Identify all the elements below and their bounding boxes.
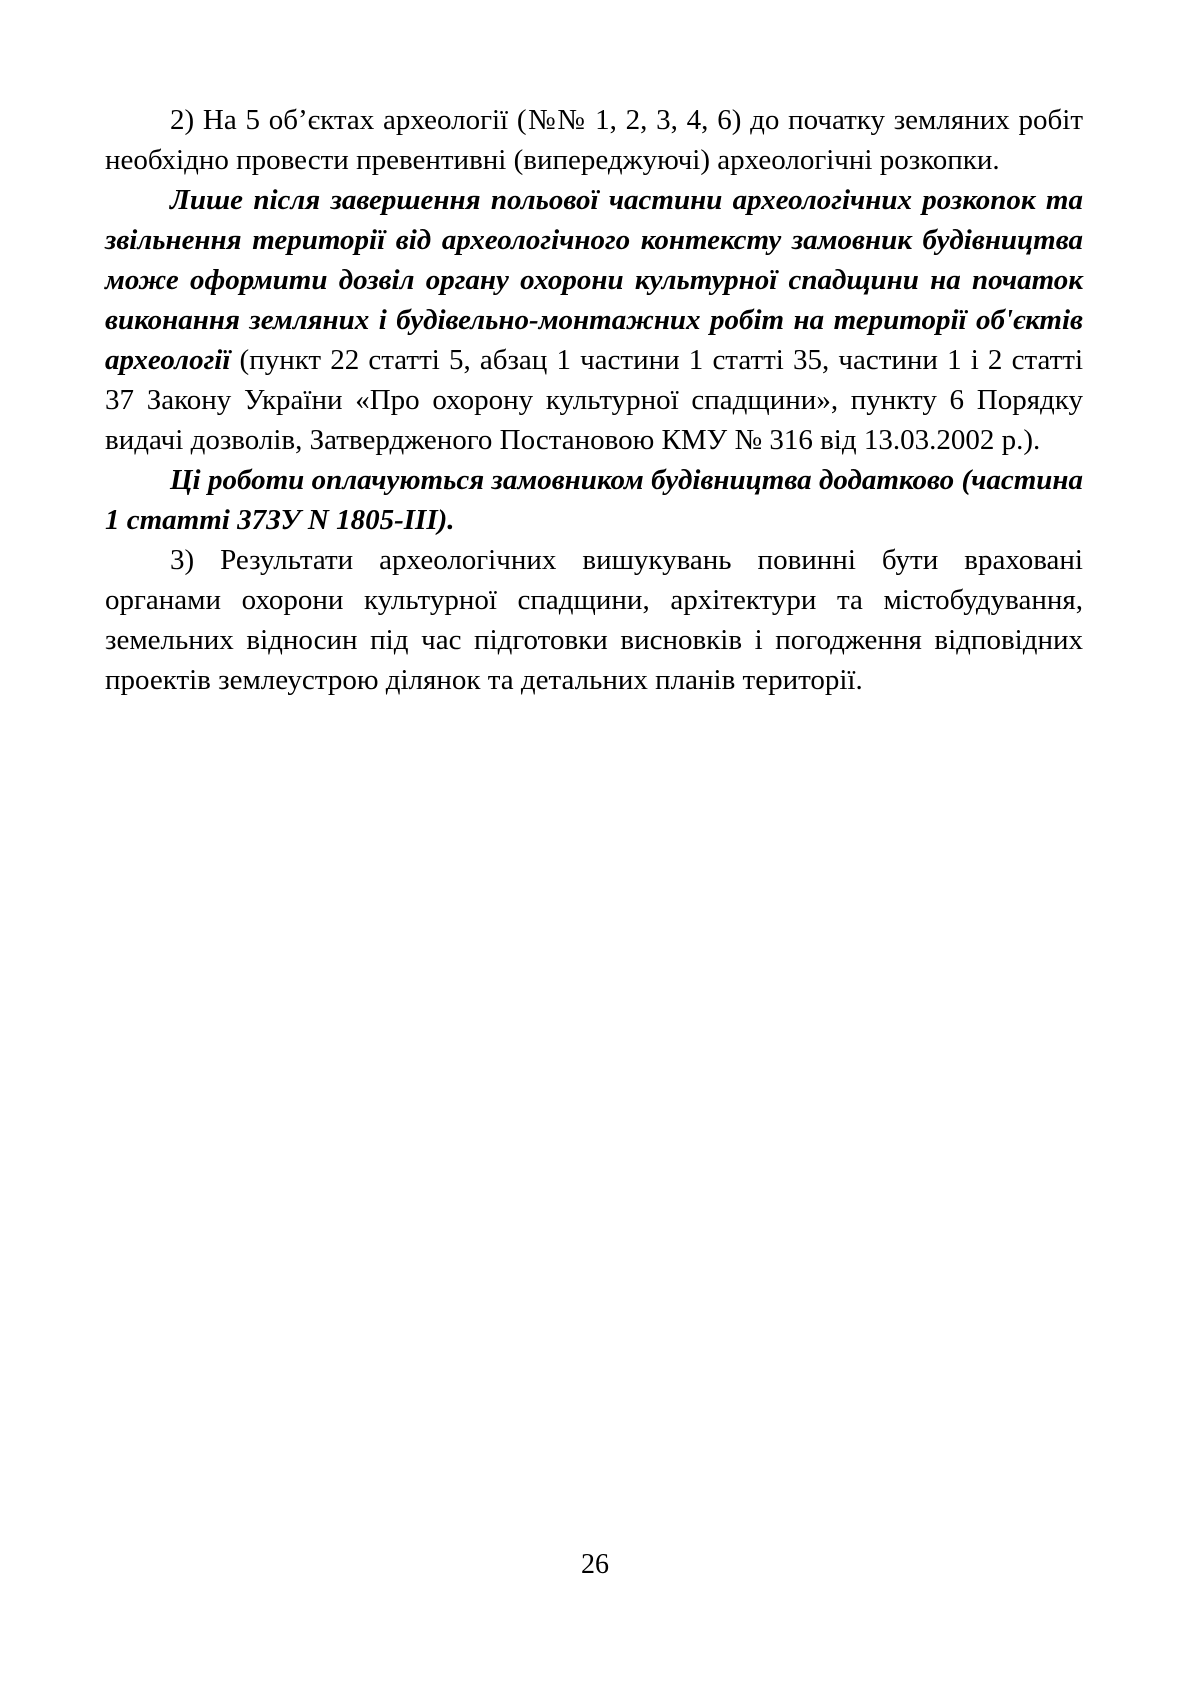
text-run: Ці роботи оплачуються замовником будівництва додатково (частина 1 статті 37ЗУ N 1805-ІІІ). bbox=[105, 464, 1083, 536]
document-text-block bbox=[105, 100, 1083, 700]
paragraph-1 bbox=[105, 100, 1083, 180]
paragraph-4 bbox=[105, 540, 1083, 700]
text-run: (пункт 22 статті 5, абзац 1 частини 1 статті 35, частини 1 і 2 статті 37 Закону України «Про охорону культурної спадщини», пункту 6 Порядку видачі дозволів, Затвердженого Постановою КМУ № 316 від 13.03.2002 р.). bbox=[105, 344, 1083, 456]
text-run: 2) На 5 об’єктах археології (№№ 1, 2, 3, 4, 6) до початку земляних робіт необхідно провести превентивні (випереджуючі) археологічні розкопки. bbox=[105, 104, 1083, 176]
page-number: 26 bbox=[581, 1549, 609, 1580]
paragraph-3 bbox=[105, 460, 1083, 540]
paragraph-2 bbox=[105, 180, 1083, 460]
text-run: 3) Результати археологічних вишукувань повинні бути враховані органами охорони культурної спадщини, архітектури та містобудування, земельних відносин під час підготовки висновків і погодження відповідних проектів землеустрою ділянок та детальних планів території. bbox=[105, 544, 1083, 696]
text-run: Лише після завершення польової частини археологічних розкопок та звільнення території від археологічного контексту замовник будівництва може оформити дозвіл органу охорони культурної спадщини на початок виконання земляних і будівельно-монтажних робіт на території об'єктів археології bbox=[105, 184, 1083, 376]
